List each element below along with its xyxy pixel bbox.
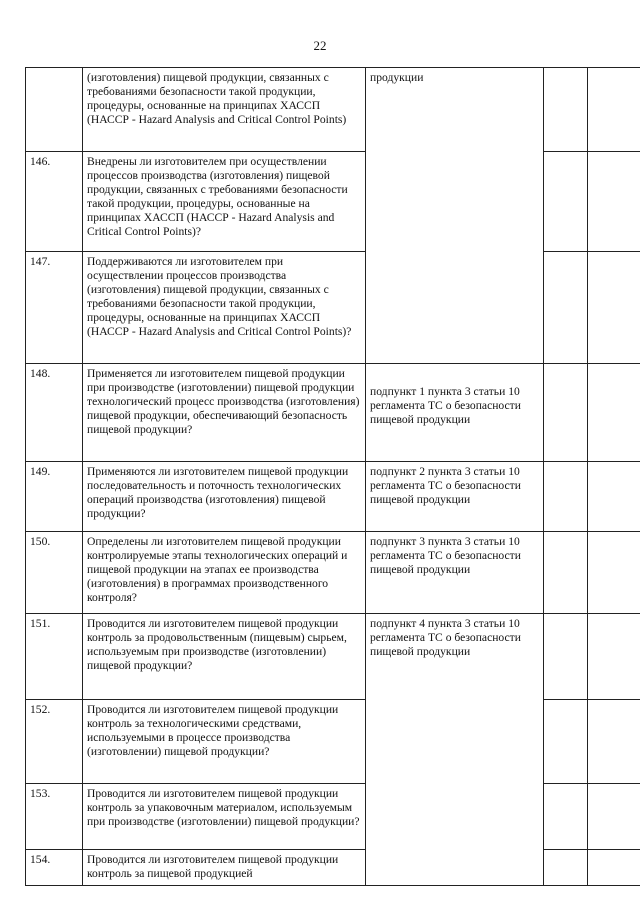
row-reference [366,462,544,532]
row-blank-cell [544,462,588,532]
row-blank-cell [544,364,588,462]
row-number: 146. [26,152,83,252]
row-question: Определены ли изготовителем пищевой продукции контролируемые этапы технологических операций и пищевой продукции на этапах ее производства (изготовления) в программах производственного контроля? [83,532,366,614]
table-row [26,252,640,364]
row-reference [366,68,544,364]
row-question: Проводится ли изготовителем пищевой продукции контроль за пищевой продукцией [83,850,366,886]
row-blank-cell [588,364,640,462]
row-reference [366,532,544,614]
row-reference-text: продукции [370,71,424,84]
row-question: Применяются ли изготовителем пищевой продукции последовательность и поточность технологических операций производства (изготовления) пищевой продукции? [83,462,366,532]
row-reference-text: подпункт 3 пункта 3 статьи 10 регламента ТС о безопасности пищевой продукции [370,535,521,576]
row-reference-text: подпункт 4 пункта 3 статьи 10 регламента ТС о безопасности пищевой продукции [370,617,521,658]
table-row [26,784,640,850]
row-blank-cell [588,462,640,532]
row-reference [366,614,544,886]
row-blank-cell [544,614,588,700]
row-blank-cell [544,532,588,614]
row-number: 150. [26,532,83,614]
row-blank-cell [588,700,640,784]
table-row [26,364,640,462]
row-blank-cell [544,700,588,784]
row-question: (изготовления) пищевой продукции, связанных с требованиями безопасности такой продукции, процедуры, основанные на принципах ХАССП (НАССР - Hazard Analysis and Critical Control Points) [83,68,366,152]
row-number: 154. [26,850,83,886]
row-blank-cell [588,614,640,700]
table-row [26,614,640,700]
row-blank-cell [544,850,588,886]
row-number: 152. [26,700,83,784]
row-blank-cell [588,68,640,152]
row-blank-cell [588,532,640,614]
page-number: 22 [313,38,327,53]
row-number: 147. [26,252,83,364]
checklist-table [25,67,640,886]
row-blank-cell [544,252,588,364]
row-number: 149. [26,462,83,532]
row-question: Внедрены ли изготовителем при осуществлении процессов производства (изготовления) пищевой продукции, связанных с требованиями безопасности такой продукции, процедуры, основанные на принципах ХАССП (НАССР - Hazard Analysis and Critical Control Points)? [83,152,366,252]
row-number: 153. [26,784,83,850]
row-blank-cell [544,68,588,152]
table-row [26,152,640,252]
row-blank-cell [588,152,640,252]
table-row [26,462,640,532]
row-blank-cell [588,252,640,364]
row-question: Проводится ли изготовителем пищевой продукции контроль за продовольственным (пищевым) сырьем, используемым при производстве (изготовлении) пищевой продукции? [83,614,366,700]
table-row [26,700,640,784]
row-question: Поддерживаются ли изготовителем при осуществлении процессов производства (изготовления) пищевой продукции, связанных с требованиями безопасности такой продукции, процедуры, основанные на принципах ХАССП (НАССР - Hazard Analysis and Critical Control Points)? [83,252,366,364]
row-blank-cell [544,784,588,850]
table-row [26,850,640,886]
row-blank-cell [544,152,588,252]
row-reference-text: подпункт 1 пункта 3 статьи 10 регламента ТС о безопасности пищевой продукции [370,385,521,426]
row-question: Проводится ли изготовителем пищевой продукции контроль за технологическими средствами, используемыми в процессе производства (изготовлении) пищевой продукции? [83,700,366,784]
row-number [26,68,83,152]
row-blank-cell [588,850,640,886]
row-reference [366,364,544,462]
row-reference-text: подпункт 2 пункта 3 статьи 10 регламента ТС о безопасности пищевой продукции [370,465,521,506]
table-row [26,68,640,152]
row-question: Применяется ли изготовителем пищевой продукции при производстве (изготовлении) пищевой продукции технологический процесс производства (изготовления) пищевой продукции, обеспечивающий безопасность пищевой продукции? [83,364,366,462]
table-row [26,532,640,614]
row-number: 151. [26,614,83,700]
row-number: 148. [26,364,83,462]
row-question: Проводится ли изготовителем пищевой продукции контроль за упаковочным материалом, используемым при производстве (изготовлении) пищевой продукции? [83,784,366,850]
row-blank-cell [588,784,640,850]
